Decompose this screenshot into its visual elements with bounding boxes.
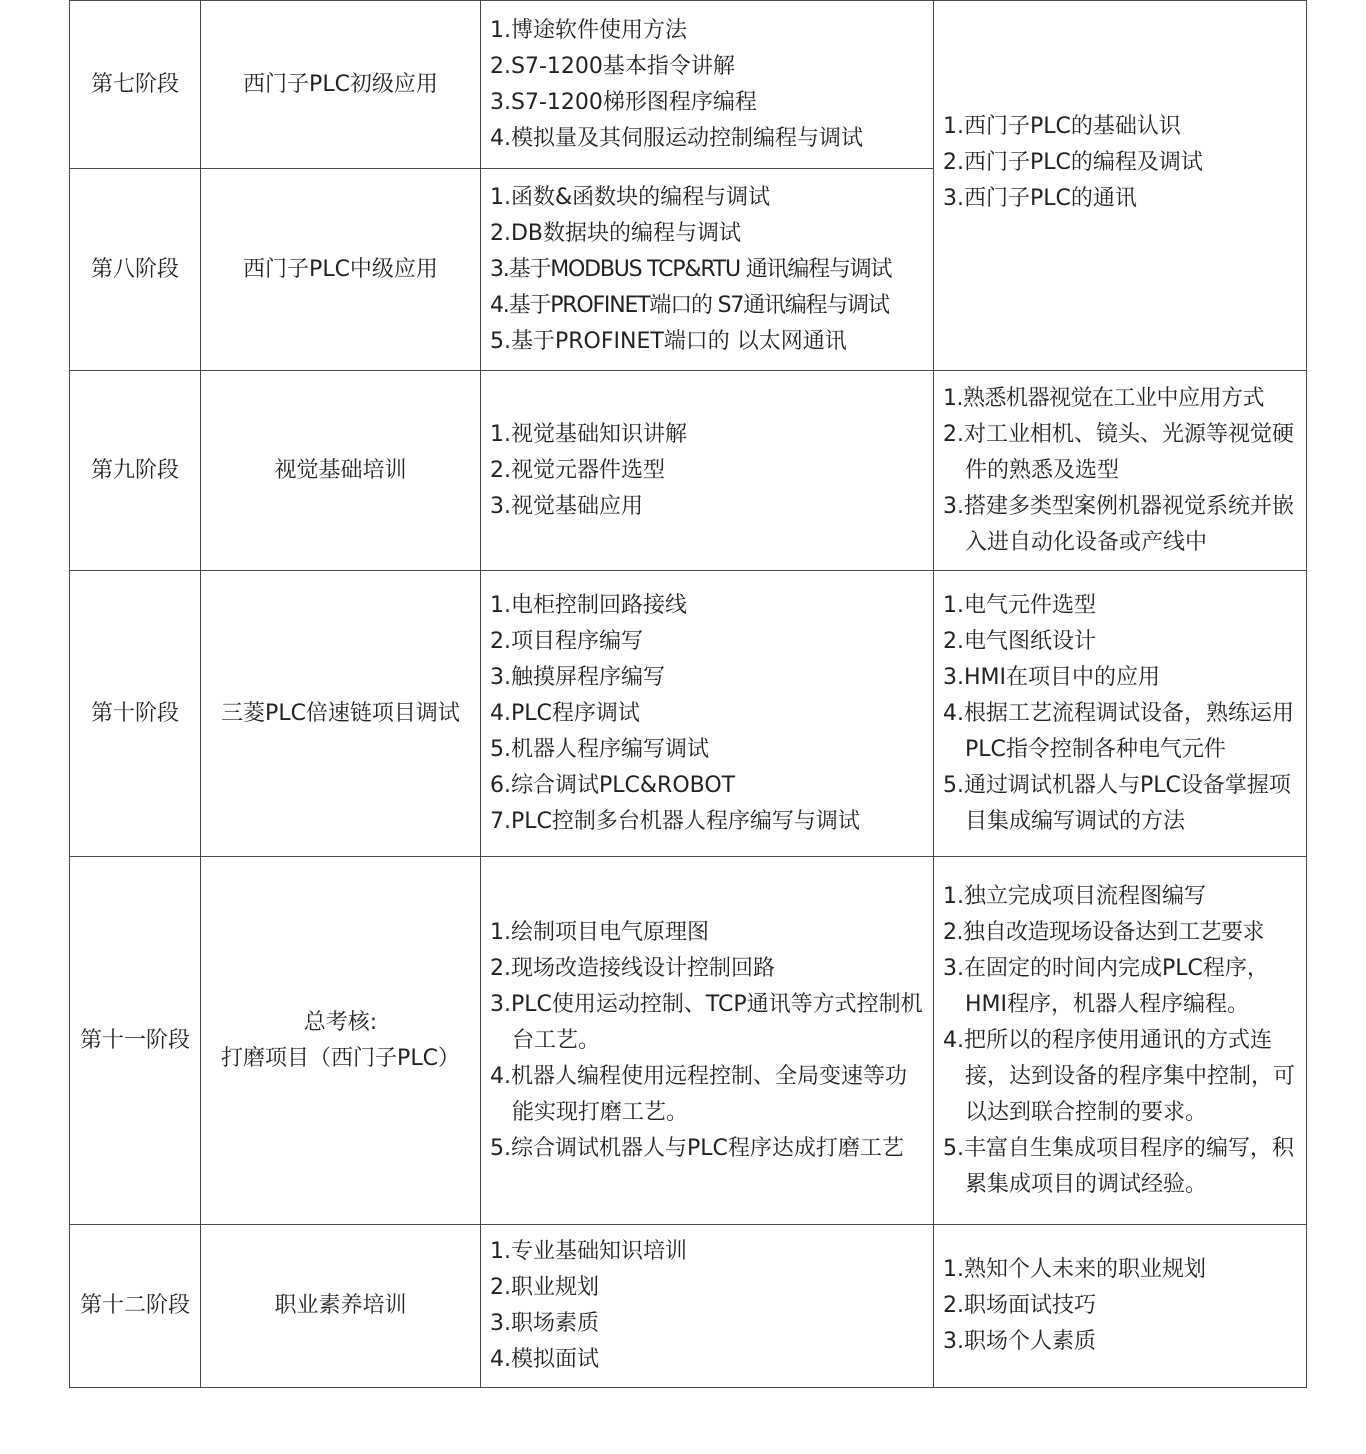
- list-item: 1.电柜控制回路接线: [490, 592, 687, 618]
- table-row: [70, 1, 1307, 169]
- stage-label: 第七阶段: [90, 71, 179, 97]
- goals-list: [943, 381, 1302, 561]
- list-item: 5.丰富自生集成项目程序的编写，积累集成项目的调试经验。: [943, 1135, 1294, 1197]
- curriculum-table: [69, 0, 1307, 1388]
- list-item: 1.函数&函数块的编程与调试: [490, 184, 771, 210]
- list-item: 4.模拟面试: [490, 1347, 599, 1372]
- list-item: 4.根据工艺流程调试设备，熟练运用PLC指令控制各种电气元件: [943, 700, 1294, 762]
- list-item: 2.S7-1200基本指令讲解: [490, 53, 735, 79]
- list-item: 5.基于PROFINET端口的 以太网通讯: [490, 328, 847, 354]
- topic-cell: [201, 571, 481, 857]
- list-item: 4.PLC程序调试: [490, 700, 640, 726]
- content-list: [490, 1234, 927, 1378]
- topic-label: 职业素养培训: [274, 1293, 407, 1318]
- list-item: 3.视觉基础应用: [490, 493, 643, 519]
- table-row: [70, 371, 1307, 571]
- list-item: 1.熟悉机器视觉在工业中应用方式: [943, 385, 1264, 411]
- list-item: 4.机器人编程使用远程控制、全局变速等功能实现打磨工艺。: [490, 1063, 907, 1125]
- table-row: [70, 571, 1307, 857]
- list-item: 2.对工业相机、镜头、光源等视觉硬件的熟悉及选型: [943, 421, 1294, 483]
- stage-label: 第十一阶段: [79, 1027, 190, 1053]
- list-item: 3.S7-1200梯形图程序编程: [490, 89, 757, 115]
- topic-cell: [201, 371, 481, 571]
- goals-cell: [934, 1, 1307, 371]
- list-item: 1.专业基础知识培训: [490, 1239, 687, 1264]
- topic-cell: [201, 1225, 481, 1388]
- list-item: 4.模拟量及其伺服运动控制编程与调试: [490, 125, 863, 151]
- list-item: 3.PLC使用运动控制、TCP通讯等方式控制机台工艺。: [490, 991, 923, 1053]
- list-item: 1.西门子PLC的基础认识: [943, 114, 1181, 139]
- list-item: 2.职场面试技巧: [943, 1293, 1096, 1318]
- goals-cell: [934, 857, 1307, 1225]
- stage-cell: [70, 857, 201, 1225]
- topic-label: 西门子PLC初级应用: [243, 71, 438, 97]
- list-item: 1.独立完成项目流程图编写: [943, 883, 1206, 909]
- stage-label: 第九阶段: [90, 457, 179, 483]
- content-list: [490, 417, 927, 525]
- list-item: 2.视觉元器件选型: [490, 457, 665, 483]
- goals-list: [943, 109, 1302, 217]
- topic-label: 三菱PLC倍速链项目调试: [221, 700, 460, 726]
- stage-label: 第十二阶段: [79, 1293, 190, 1318]
- list-item: 5.综合调试机器人与PLC程序达成打磨工艺: [490, 1135, 904, 1161]
- stage-cell: [70, 1, 201, 169]
- list-item: 3.HMI在项目中的应用: [943, 664, 1161, 690]
- stage-cell: [70, 169, 201, 371]
- topic-label: 视觉基础培训: [274, 457, 407, 483]
- goals-cell: [934, 1225, 1307, 1388]
- table-row: [70, 857, 1307, 1225]
- list-item: 5.机器人程序编写调试: [490, 736, 709, 762]
- list-item: 2.项目程序编写: [490, 628, 643, 654]
- list-item: 2.电气图纸设计: [943, 628, 1096, 654]
- list-item: 3.在固定的时间内完成PLC程序，HMI程序，机器人程序编程。: [943, 955, 1269, 1017]
- list-item: 2.西门子PLC的编程及调试: [943, 150, 1203, 175]
- stage-cell: [70, 1225, 201, 1388]
- content-cell: [481, 371, 934, 571]
- content-cell: [481, 169, 934, 371]
- goals-cell: [934, 571, 1307, 857]
- list-item: 3.触摸屏程序编写: [490, 664, 665, 690]
- content-cell: [481, 1, 934, 169]
- table-row: [70, 1225, 1307, 1388]
- list-item: 3.职场素质: [490, 1311, 599, 1336]
- list-item: 2.独自改造现场设备达到工艺要求: [943, 919, 1264, 945]
- topic-label: 打磨项目（西门子PLC）: [221, 1045, 460, 1071]
- content-cell: [481, 857, 934, 1225]
- list-item: 1.熟知个人未来的职业规划: [943, 1257, 1206, 1282]
- stage-cell: [70, 571, 201, 857]
- list-item: 3.基于MODBUS TCP&RTU 通讯编程与调试: [490, 256, 892, 282]
- list-item: 4.基于PROFINET端口的 S7通讯编程与调试: [490, 292, 889, 318]
- list-item: 4.把所以的程序使用通讯的方式连接，达到设备的程序集中控制，可以达到联合控制的要求。: [943, 1027, 1296, 1125]
- goals-list: [943, 879, 1302, 1203]
- stage-label: 第八阶段: [90, 256, 179, 282]
- content-list: [490, 180, 927, 360]
- list-item: 7.PLC控制多台机器人程序编写与调试: [490, 808, 860, 834]
- goals-list: [943, 588, 1302, 840]
- list-item: 3.搭建多类型案例机器视觉系统并嵌入进自动化设备或产线中: [943, 493, 1294, 555]
- goals-cell: [934, 371, 1307, 571]
- list-item: 1.电气元件选型: [943, 592, 1096, 618]
- content-list: [490, 13, 927, 157]
- content-list: [490, 588, 927, 840]
- list-item: 2.DB数据块的编程与调试: [490, 220, 742, 246]
- topic-label: 总考核:: [303, 1009, 378, 1035]
- topic-label: 西门子PLC中级应用: [243, 256, 438, 282]
- list-item: 1.绘制项目电气原理图: [490, 919, 709, 945]
- content-list: [490, 915, 927, 1167]
- list-item: 3.职场个人素质: [943, 1329, 1096, 1354]
- topic-cell: [201, 857, 481, 1225]
- topic-cell: [201, 1, 481, 169]
- stage-cell: [70, 371, 201, 571]
- list-item: 2.现场改造接线设计控制回路: [490, 955, 775, 981]
- list-item: 1.视觉基础知识讲解: [490, 421, 687, 447]
- list-item: 1.博途软件使用方法: [490, 17, 687, 43]
- stage-label: 第十阶段: [90, 700, 179, 726]
- list-item: 3.西门子PLC的通讯: [943, 186, 1137, 211]
- content-cell: [481, 1225, 934, 1388]
- content-cell: [481, 571, 934, 857]
- topic-cell: [201, 169, 481, 371]
- list-item: 6.综合调试PLC&ROBOT: [490, 772, 736, 798]
- goals-list: [943, 1252, 1302, 1360]
- list-item: 5.通过调试机器人与PLC设备掌握项目集成编写调试的方法: [943, 772, 1291, 834]
- list-item: 2.职业规划: [490, 1275, 599, 1300]
